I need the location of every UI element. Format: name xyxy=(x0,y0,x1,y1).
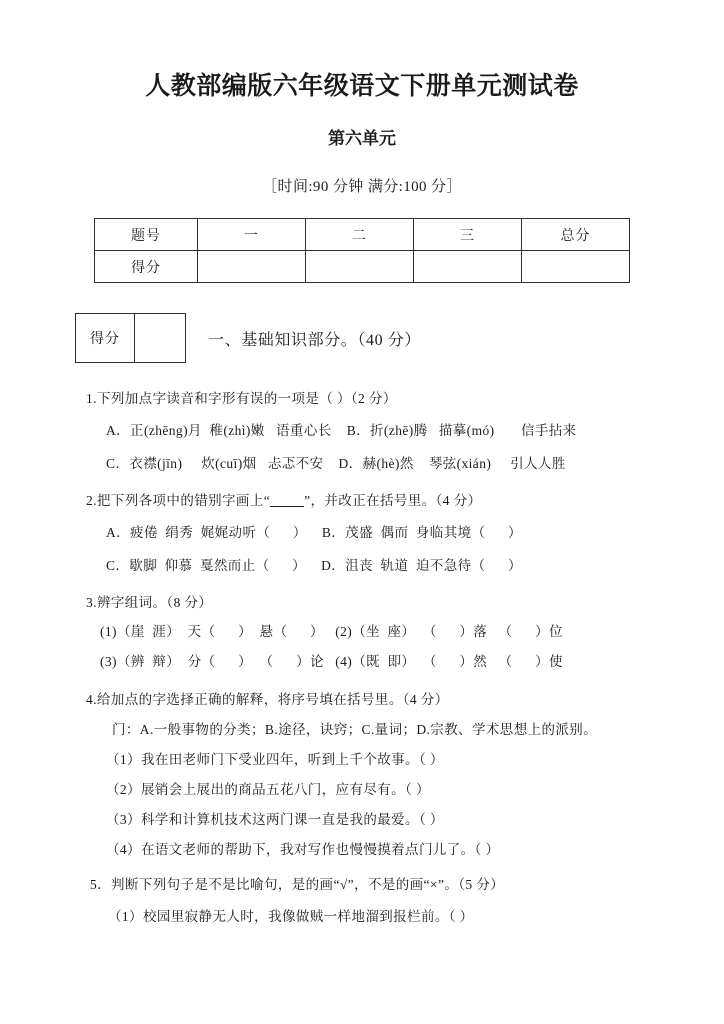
question-2-stem-pre: 2.把下列各项中的错别字画上“ xyxy=(86,492,271,508)
score-table-col-total: 总分 xyxy=(522,219,630,251)
section-score-label: 得分 xyxy=(76,314,135,363)
answer-blank-underline[interactable] xyxy=(270,506,304,507)
question-4-definitions: 门：A.一般事物的分类；B.途径，诀窍；C.量词；D.宗教、学术思想上的派别。 xyxy=(112,722,598,738)
score-table-row-label-question: 题号 xyxy=(95,219,198,251)
question-2-options-row-2: C．歇脚 仰慕 戛然而止（ ） D．沮丧 轨道 迫不急待（ ） xyxy=(106,557,522,573)
table-row xyxy=(95,251,630,283)
question-2-stem-post: ”，并改正在括号里。（4 分） xyxy=(304,492,482,508)
score-cell-total[interactable] xyxy=(522,251,630,283)
section-score-input-cell[interactable] xyxy=(135,314,186,363)
section-score-box xyxy=(75,313,186,363)
question-2-options-row-1: A．疲倦 绢秀 娓娓动听（ ） B．茂盛 偶而 身临其境（ ） xyxy=(106,524,522,540)
question-5-item-1: （1）校园里寂静无人时，我像做贼一样地溜到报栏前。（ ） xyxy=(108,908,474,924)
question-4-item-2: （2）展销会上展出的商品五花八门，应有尽有。（ ） xyxy=(106,782,430,798)
questions-container xyxy=(0,389,724,928)
question-4-item-4: （4）在语文老师的帮助下，我对写作也慢慢摸着点门儿了。（ ） xyxy=(106,841,500,857)
question-3-line-2: (3)（辨 辩） 分（ ） （ ）论 (4)（既 即） （ ）然 （ ）使 xyxy=(100,654,563,670)
section-heading: 一、基础知识部分。（40 分） xyxy=(208,331,422,349)
table-row xyxy=(95,219,630,251)
question-5-stem: 5．判断下列句子是不是比喻句，是的画“√”，不是的画“×”。（5 分） xyxy=(90,876,505,892)
score-table-container xyxy=(0,218,724,283)
score-table-col-2: 二 xyxy=(306,219,414,251)
question-1-options-row-1: A．正(zhēng)月 稚(zhì)嫩 语重心长 B．折(zhē)腾 描摹(mó) 信手拈来 xyxy=(106,422,577,438)
score-table-row-label-score: 得分 xyxy=(95,251,198,283)
question-4-item-3: （3）科学和计算机技术这两门课一直是我的最爱。（ ） xyxy=(106,811,444,827)
question-3-line-1: (1)（崖 涯） 天（ ） 悬（ ） (2)（坐 座） （ ）落 （ ）位 xyxy=(100,624,563,640)
section-one-header xyxy=(0,313,724,363)
page-title: 人教部编版六年级语文下册单元测试卷 xyxy=(145,72,579,100)
score-cell-2[interactable] xyxy=(306,251,414,283)
question-4-stem: 4.给加点的字选择正确的解释，将序号填在括号里。（4 分） xyxy=(86,692,449,708)
table-row xyxy=(76,314,186,363)
score-table-col-3: 三 xyxy=(414,219,522,251)
question-3-stem: 3.辨字组词。（8 分） xyxy=(86,594,213,610)
question-4-item-1: （1）我在田老师门下受业四年，听到上千个故事。（ ） xyxy=(106,752,444,768)
score-table xyxy=(94,218,630,283)
question-1-options-row-2: C．衣襟(jīn) 炊(cuī)烟 忐忑不安 D．赫(hè)然 琴弦(xián) 引人人胜 xyxy=(106,455,566,471)
question-2-stem xyxy=(86,491,684,512)
score-table-col-1: 一 xyxy=(198,219,306,251)
score-cell-1[interactable] xyxy=(198,251,306,283)
score-cell-3[interactable] xyxy=(414,251,522,283)
page-subtitle: 第六单元 xyxy=(328,129,396,148)
question-1-stem: 1.下列加点字读音和字形有误的一项是（ ）（2 分） xyxy=(86,391,397,406)
exam-meta-info: ［时间:90 分钟 满分:100 分］ xyxy=(262,179,462,195)
